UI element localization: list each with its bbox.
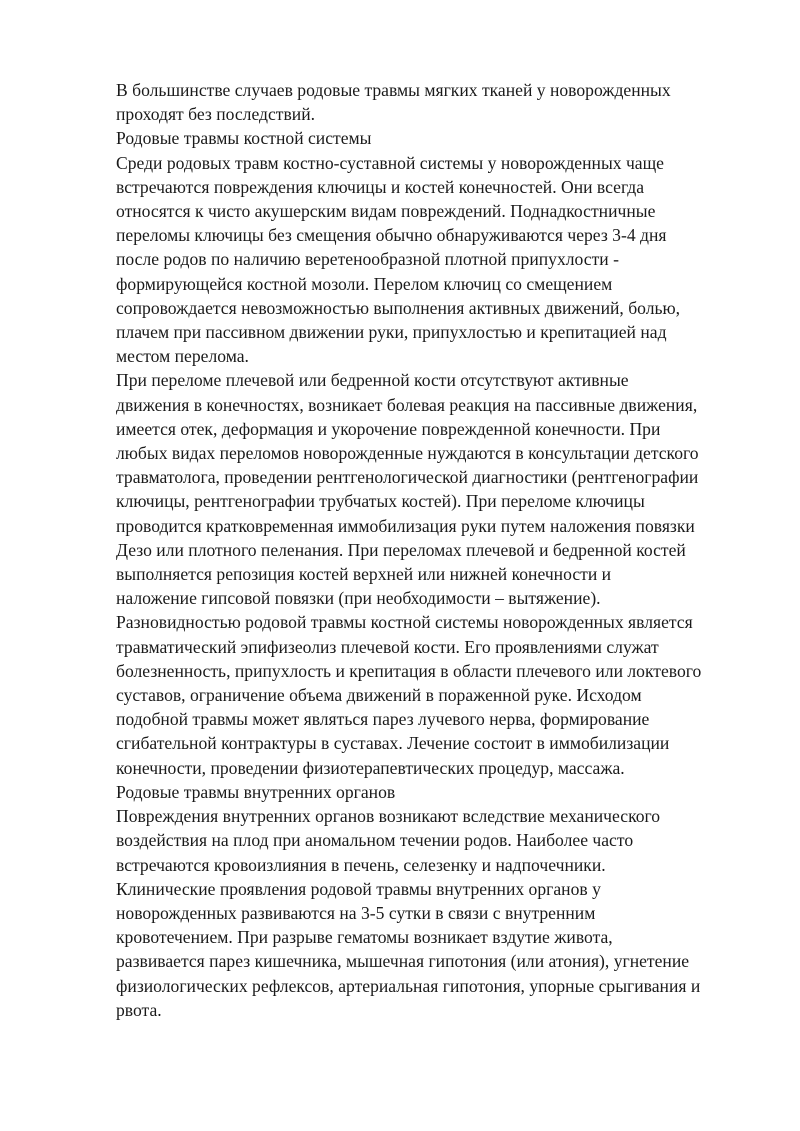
section-heading-internal-organs: [116, 780, 752, 804]
paragraph-organ-damage: [116, 804, 752, 877]
text-line: физиологических рефлексов, артериальная гипотония, упорные срыгивания и: [116, 975, 701, 996]
text-line: ключицы, рентгенографии трубчатых костей). При переломе ключицы: [116, 491, 645, 512]
heading-line: Родовые травмы костной системы: [116, 128, 372, 149]
paragraph-limb-fractures: [116, 368, 752, 610]
text-line: Разновидностью родовой травмы костной системы новорожденных является: [116, 612, 693, 633]
text-line: конечности, проведении физиотерапевтических процедур, массажа.: [116, 757, 625, 778]
text-line: При переломе плечевой или бедренной кости отсутствуют активные: [116, 370, 629, 391]
document-page: [116, 78, 752, 1022]
text-line: переломы ключицы без смещения обычно обнаруживаются через 3-4 дня: [116, 225, 667, 246]
text-line: имеется отек, деформация и укорочение поврежденной конечности. При: [116, 418, 661, 439]
text-line: относятся к чисто акушерским видам повреждений. Поднадкостничные: [116, 201, 656, 222]
text-line: Среди родовых травм костно-суставной системы у новорожденных чаще: [116, 152, 664, 173]
text-line: любых видах переломов новорожденные нуждаются в консультации детского: [116, 443, 699, 464]
text-line: проходят без последствий.: [116, 104, 316, 125]
text-line: кровотечением. При разрыве гематомы возникает вздутие живота,: [116, 927, 613, 948]
text-line: Дезо или плотного пеленания. При переломах плечевой и бедренной костей: [116, 539, 686, 560]
text-line: наложение гипсовой повязки (при необходимости – вытяжение).: [116, 588, 601, 609]
text-line: рвота.: [116, 999, 162, 1020]
text-line: проводится кратковременная иммобилизация руки путем наложения повязки: [116, 515, 695, 536]
paragraph-epiphysiolysis: [116, 610, 752, 779]
text-line: формирующейся костной мозоли. Перелом ключиц со смещением: [116, 273, 613, 294]
text-line: Повреждения внутренних органов возникают вследствие механического: [116, 806, 661, 827]
text-line: В большинстве случаев родовые травмы мягких тканей у новорожденных: [116, 80, 671, 100]
text-line: выполняется репозиция костей верхней или нижней конечности и: [116, 564, 612, 585]
text-line: плачем при пассивном движении руки, припухлостью и крепитацией над: [116, 322, 667, 343]
text-line: встречаются кровоизлияния в печень, селезенку и надпочечники.: [116, 854, 606, 875]
text-line: травматический эпифизеолиз плечевой кости. Его проявлениями служат: [116, 636, 659, 657]
paragraph-intro: [116, 78, 752, 126]
text-line: встречаются повреждения ключицы и костей конечностей. Они всегда: [116, 176, 645, 197]
text-line: травматолога, проведении рентгенологической диагностики (рентгенографии: [116, 467, 699, 488]
heading-line: Родовые травмы внутренних органов: [116, 781, 396, 802]
text-line: подобной травмы может являться парез лучевого нерва, формирование: [116, 709, 650, 730]
text-line: болезненность, припухлость и крепитация в области плечевого или локтевого: [116, 660, 702, 681]
text-line: после родов по наличию веретенообразной плотной припухлости -: [116, 249, 619, 270]
text-line: движения в конечностях, возникает болевая реакция на пассивные движения,: [116, 394, 698, 415]
section-heading-bone-injuries: [116, 126, 752, 150]
paragraph-clinical-signs: [116, 877, 752, 1022]
text-line: новорожденных развиваются на 3-5 сутки в связи с внутренним: [116, 902, 596, 923]
text-line: сопровождается невозможностью выполнения активных движений, болью,: [116, 297, 681, 318]
text-line: суставов, ограничение объема движений в пораженной руке. Исходом: [116, 685, 642, 706]
text-line: сгибательной контрактуры в суставах. Лечение состоит в иммобилизации: [116, 733, 670, 754]
text-line: воздействия на плод при аномальном течении родов. Наиболее часто: [116, 830, 634, 851]
text-line: местом перелома.: [116, 346, 249, 367]
text-line: Клинические проявления родовой травмы внутренних органов у: [116, 878, 601, 899]
paragraph-clavicle: [116, 151, 752, 369]
text-line: развивается парез кишечника, мышечная гипотония (или атония), угнетение: [116, 951, 690, 972]
